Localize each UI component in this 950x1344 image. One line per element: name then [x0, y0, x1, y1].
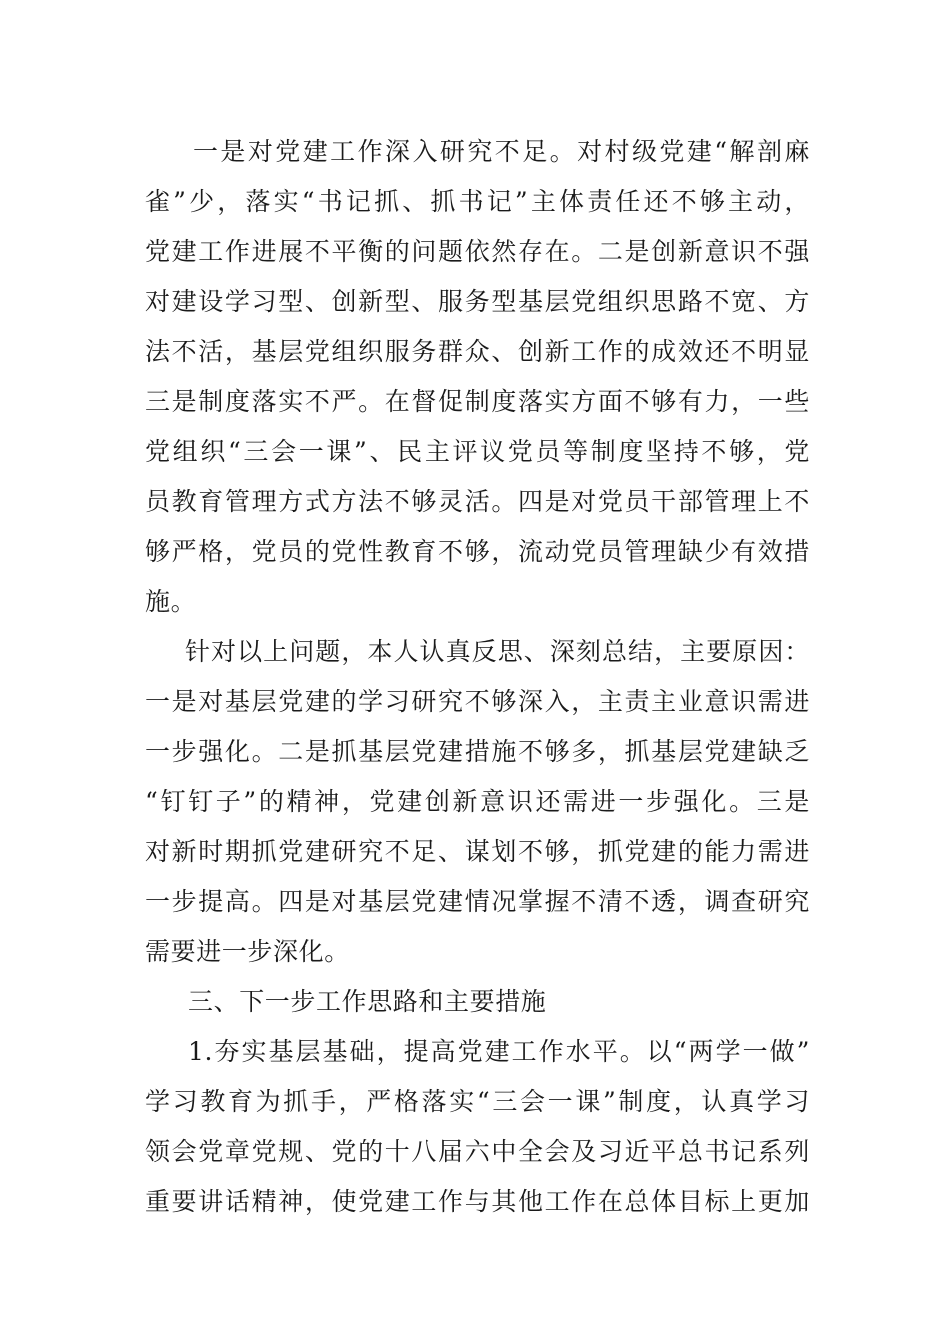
paragraph-line: “钉钉子”的精神，党建创新意识还需进一步强化。三是: [145, 787, 810, 816]
paragraph-line: 一步强化。二是抓基层党建措施不够多，抓基层党建缺乏: [145, 737, 810, 766]
paragraph-line: 对新时期抓党建研究不足、谋划不够，抓党建的能力需进: [145, 837, 810, 866]
paragraph-line: 针对以上问题，本人认真反思、深刻总结，主要原因：: [185, 637, 810, 666]
paragraph-line: 三是制度落实不严。在督促制度落实方面不够有力，一些: [145, 387, 810, 416]
paragraph-line: 法不活，基层党组织服务群众、创新工作的成效还不明显: [145, 337, 810, 366]
paragraph-line: 1.夯实基层基础，提高党建工作水平。以“两学一做”: [188, 1037, 810, 1066]
section-heading: 三、下一步工作思路和主要措施: [188, 987, 547, 1016]
paragraph-line: 党组织“三会一课”、民主评议党员等制度坚持不够，党: [145, 437, 810, 466]
paragraph-line: 重要讲话精神，使党建工作与其他工作在总体目标上更加: [145, 1187, 810, 1216]
paragraph-line: 施。: [145, 587, 197, 616]
paragraph-line: 党建工作进展不平衡的问题依然存在。二是创新意识不强: [145, 237, 810, 266]
paragraph-line: 一是对基层党建的学习研究不够深入，主责主业意识需进: [145, 687, 810, 716]
paragraph-line: 员教育管理方式方法不够灵活。四是对党员干部管理上不: [145, 487, 810, 516]
paragraph-line: 雀”少，落实“书记抓、抓书记”主体责任还不够主动，: [145, 187, 810, 216]
paragraph-line: 需要进一步深化。: [145, 937, 350, 966]
paragraph-line: 学习教育为抓手，严格落实“三会一课”制度，认真学习: [145, 1087, 810, 1116]
paragraph-line: 够严格，党员的党性教育不够，流动党员管理缺少有效措: [145, 537, 810, 566]
paragraph-line: 对建设学习型、创新型、服务型基层党组织思路不宽、方: [145, 287, 810, 316]
paragraph-line: 一步提高。四是对基层党建情况掌握不清不透，调查研究: [145, 887, 810, 916]
paragraph-line: 一是对党建工作深入研究不足。对村级党建“解剖麻: [193, 137, 810, 166]
paragraph-line: 领会党章党规、党的十八届六中全会及习近平总书记系列: [145, 1137, 810, 1166]
